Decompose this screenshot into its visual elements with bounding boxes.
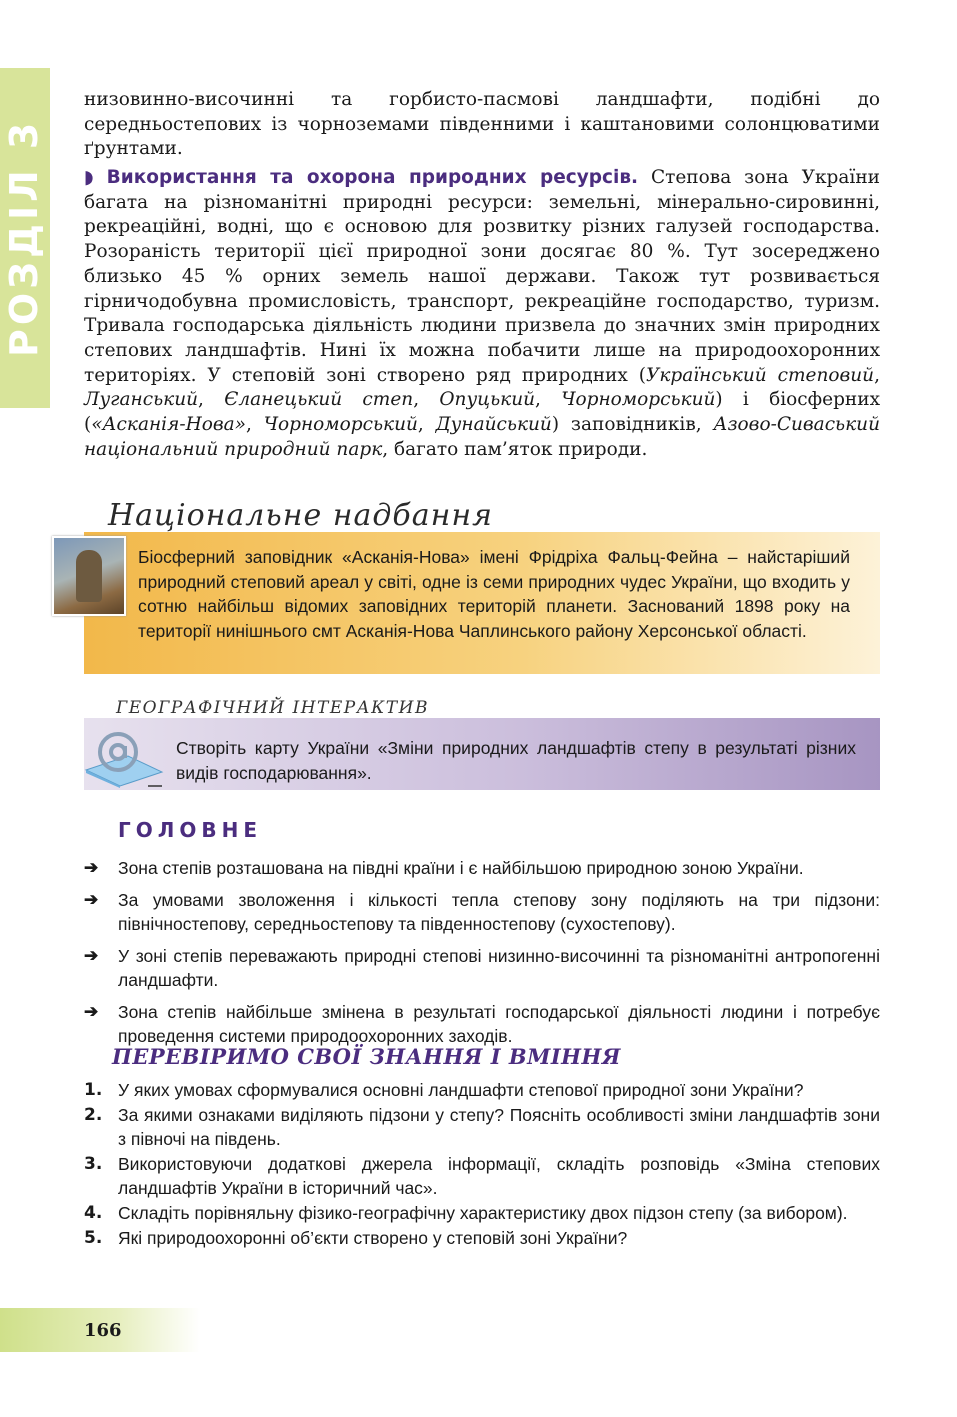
list-item-text: За умовами зволоження і кількості тепла степову зону поділяють на три підзони: північностепову, середньостепову та південностепову (сухостепову). xyxy=(118,890,880,934)
arrow-right-icon: ➔ xyxy=(84,946,99,965)
main-list xyxy=(84,856,880,1056)
question-item xyxy=(84,1103,880,1151)
resources-text-1: Степова зона України багата на різноманітні природні ресурси: земельні, мінерально-сировинні, рекреаційні, водні, що є основою для розвитку різних галузей господарства. Розораність території цієї природної зони досягає 80 %. Тут зосереджено близько 45 % орних земель нашої держави. Також тут розвивається гірничодобувна промисловість, транспорт, рекреаційне господарство, туризм. Тривала господарська діяльність людини призвела до значних змін природних степових ландшафтів. Нині їх можна побачити лише на природоохоронних територіях. У степовій зоні створено ряд природних ( xyxy=(84,167,880,386)
reserve-name: Чорноморський xyxy=(263,414,418,436)
questions-list xyxy=(84,1078,880,1251)
reserve-name: Опуцький xyxy=(439,389,536,411)
reserve-name: Чорноморський xyxy=(561,389,716,411)
separator: , xyxy=(874,364,880,386)
separator: , xyxy=(535,389,562,411)
list-item-text: Зона степів розташована на півдні країни і є найбільшою природною зоною України. xyxy=(118,858,804,878)
arrow-right-icon: ➔ xyxy=(84,1002,99,1021)
question-number: 2. xyxy=(84,1105,103,1125)
question-text: За якими ознаками виділяють підзони у степу? Поясніть особливості зміни ландшафтів зони з півночі на південь. xyxy=(118,1105,880,1149)
question-item xyxy=(84,1152,880,1200)
question-item xyxy=(84,1226,880,1250)
question-text: У яких умовах сформувалися основні ландшафти степової природної зони України? xyxy=(118,1080,804,1100)
park-name: Азово-Сиваський національний природний парк xyxy=(84,414,881,460)
national-heritage-title: Національне надбання xyxy=(108,498,494,533)
reserve-name: «Асканія-Нова» xyxy=(91,414,246,436)
list-item xyxy=(84,856,880,880)
list-item xyxy=(84,888,880,936)
list-item xyxy=(84,1000,880,1048)
check-heading: ПЕРЕВІРИМО СВОЇ ЗНАННЯ І ВМІННЯ xyxy=(112,1044,621,1069)
question-number: 3. xyxy=(84,1154,103,1174)
question-number: 5. xyxy=(84,1228,103,1248)
resources-text-2: ) і біосферних ( xyxy=(84,389,881,436)
national-heritage-text: Біосферний заповідник «Асканія-Нова» імені Фрідріха Фальц-Фейна – найстаріший природний степовий ареал у світі, одне із семи природних чудес України, що входить у сотню найбільш відомих заповідних територій планети. Заснований 1898 року на території нинішнього смт Асканія-Нова Чаплинського району Херсонської області. xyxy=(138,547,850,641)
reserve-name: Український степовий xyxy=(645,364,875,386)
arrow-right-icon: ➔ xyxy=(84,858,99,877)
at-sign-icon xyxy=(82,726,164,788)
statue-shape xyxy=(76,550,102,602)
resources-text-4: , багато пам’яток природи. xyxy=(382,438,648,460)
reserve-name: Єланецький степ xyxy=(224,389,414,411)
stone-statue-photo xyxy=(52,536,126,616)
half-circle-bullet-icon: ◗ xyxy=(84,167,94,188)
main-heading: ГОЛОВНЕ xyxy=(118,818,263,842)
resources-text-3: ) заповідників, xyxy=(551,414,714,436)
list-item-text: Зона степів найбільше змінена в результаті господарської діяльності людини і потребує проведення системи природоохоронних заходів. xyxy=(118,1002,880,1046)
arrow-right-icon: ➔ xyxy=(84,890,99,909)
separator: , xyxy=(198,389,225,411)
question-item xyxy=(84,1078,880,1102)
section-side-tab-label: РОЗДІЛ 3 xyxy=(2,118,46,358)
separator: , xyxy=(245,414,264,436)
list-item-text: У зоні степів переважають природні степові низинно-височинні та різноманітні антропогенні ландшафти. xyxy=(118,946,880,990)
question-text: Складіть порівняльну фізико-географічну характеристику двох підзон степу (за вибором). xyxy=(118,1203,848,1223)
separator: , xyxy=(417,414,436,436)
resources-heading: Використання та охорона природних ресурсів. xyxy=(106,167,639,188)
page-number: 166 xyxy=(84,1320,122,1341)
list-item xyxy=(84,944,880,992)
reserve-name: Луганський xyxy=(84,389,199,411)
separator: , xyxy=(413,389,440,411)
question-number: 4. xyxy=(84,1203,103,1223)
question-number: 1. xyxy=(84,1080,103,1100)
question-text: Використовуючи додаткові джерела інформації, складіть розповідь «Зміна степових ландшафтів України в історичний час». xyxy=(118,1154,880,1198)
question-text: Які природоохоронні об’єкти створено у степовій зоні України? xyxy=(118,1228,628,1248)
section-side-tab xyxy=(0,68,50,408)
resources-paragraph xyxy=(84,166,880,462)
reserve-name: Дунайський xyxy=(435,414,552,436)
interactive-text: Створіть карту України «Зміни природних ландшафтів степу в результаті різних видів господарювання». xyxy=(176,738,856,783)
intro-paragraph: низовинно-височинні та горбисто-пасмові ландшафти, подібні до середньостепових із чорноземами південними і каштановими солонцюватими ґрунтами. xyxy=(84,89,880,160)
interactive-label: ГЕОГРАФІЧНИЙ ІНТЕРАКТИВ xyxy=(116,698,429,718)
question-item xyxy=(84,1201,880,1225)
